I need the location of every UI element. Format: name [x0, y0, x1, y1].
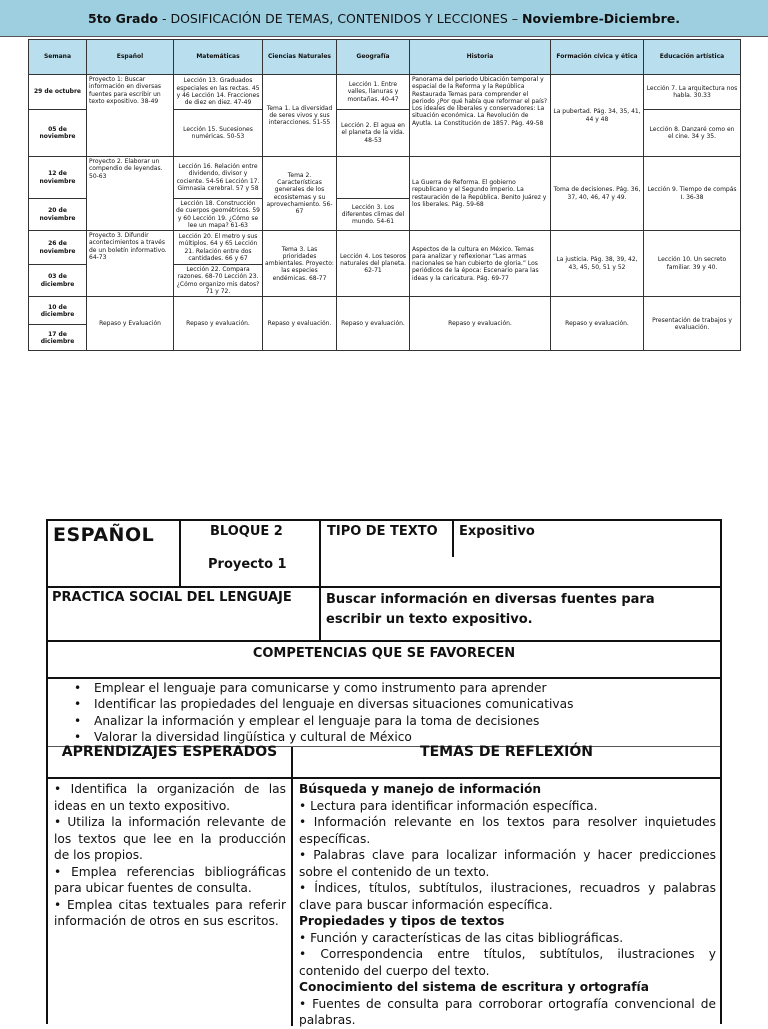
- week-cell: 20 de noviembre: [29, 199, 87, 231]
- matematicas-cell: Lección 13. Graduados especiales en las rectas. 45 y 46 Lección 14. Fracciones de diez en diez. 47-49: [174, 75, 263, 110]
- temas-heading: Conocimiento del sistema de escritura y ortografía: [299, 980, 649, 994]
- list-item: • Emplea referencias bibliográficas para ubicar fuentes de consulta.: [54, 864, 286, 895]
- aprendizajes-list: [54, 781, 286, 930]
- week-cell: 10 de diciembre: [29, 297, 87, 325]
- competencias-title: COMPETENCIAS QUE SE FAVORECEN: [252, 646, 516, 661]
- header-ciencias: Ciencias Naturales: [263, 40, 337, 75]
- historia-cell: Aspectos de la cultura en México. Temas para analizar y reflexionar “Las armas nacionales se han cubierto de gloria.” Los periódicos de la época: Escenario para las ideas y la caricatura. Pág. 69-77: [410, 231, 551, 297]
- divider: [48, 677, 720, 679]
- list-item: • Emplear el lenguaje para comunicarse y como instrumento para aprender: [94, 680, 720, 696]
- artistica-cell: Lección 7. La arquitectura nos habla. 30.33: [644, 75, 741, 110]
- espanol-cell: Repaso y Evaluación: [87, 297, 174, 351]
- subject-label: ESPAÑOL: [53, 524, 155, 546]
- list-item: • Emplea citas textuales para referir información de otros en sus escritos.: [54, 897, 286, 928]
- schedule-header-row: [29, 40, 741, 75]
- ciencias-cell: Tema 1. La diversidad de seres vivos y sus interacciones. 51-55: [263, 75, 337, 157]
- divider: [48, 640, 720, 642]
- header-civica: Formación cívica y ética: [551, 40, 644, 75]
- geografia-cell: Lección 1. Entre valles, llanuras y montañas. 40-47: [337, 75, 410, 110]
- header-artistica: Educación artística: [644, 40, 741, 75]
- temas-title: TEMAS DE REFLEXIÓN: [420, 744, 593, 760]
- list-item: • Fuentes de consulta para corroborar ortografía convencional de palabras.: [299, 996, 716, 1027]
- divider: [319, 521, 321, 588]
- civica-cell: La pubertad. Pág. 34, 35, 41, 44 y 48: [551, 75, 644, 157]
- matematicas-cell: Lección 20. El metro y sus múltiplos. 64 y 65 Lección 21. Relación entre dos cantidades. 66 y 67: [174, 231, 263, 265]
- geografia-cell: Repaso y evaluación.: [337, 297, 410, 351]
- practica-social-label: PRACTICA SOCIAL DEL LENGUAJE: [52, 590, 292, 605]
- header-historia: Historia: [410, 40, 551, 75]
- civica-cell: La justicia. Pág. 38, 39, 42, 43, 45, 50, 51 y 52: [551, 231, 644, 297]
- divider: [452, 521, 454, 557]
- artistica-cell: Lección 8. Danzaré como en el cine. 34 y 35.: [644, 110, 741, 157]
- espanol-cell: Proyecto 1: Buscar información en diversas fuentes para escribir un texto expositivo. 38-49: [87, 75, 174, 157]
- week-cell: 03 de diciembre: [29, 265, 87, 297]
- list-item: • Información relevante en los textos para resolver inquietudes específicas.: [299, 815, 716, 846]
- temas-heading: Búsqueda y manejo de información: [299, 782, 542, 796]
- espanol-cell: Proyecto 3. Difundir acontecimientos a través de un boletín informativo. 64-73: [87, 231, 174, 297]
- competencias-list: [48, 680, 720, 746]
- temas-list: [299, 781, 716, 1029]
- schedule-title-middle: - DOSIFICACIÓN DE TEMAS, CONTENIDOS Y LECCIONES –: [158, 11, 523, 26]
- matematicas-cell: Repaso y evaluación.: [174, 297, 263, 351]
- ciencias-cell: Repaso y evaluación.: [263, 297, 337, 351]
- temas-heading: Propiedades y tipos de textos: [299, 914, 505, 928]
- divider: [48, 586, 720, 588]
- header-geografia: Geografía: [337, 40, 410, 75]
- list-item: • Índices, títulos, subtítulos, ilustraciones, recuadros y palabras clave para buscar información específica.: [299, 881, 716, 912]
- list-item: • Identifica la organización de las ideas en un texto expositivo.: [54, 782, 286, 813]
- historia-cell: Repaso y evaluación.: [410, 297, 551, 351]
- espanol-cell: Proyecto 2. Elaborar un compendio de leyendas. 50-63: [87, 157, 174, 231]
- list-item: • Palabras clave para localizar información y hacer predicciones sobre el contenido de un texto.: [299, 848, 716, 879]
- geografia-cell: Lección 3. Los diferentes climas del mundo. 54-61: [337, 199, 410, 231]
- artistica-cell: Lección 9. Tiempo de compás I. 36-38: [644, 157, 741, 231]
- civica-cell: Repaso y evaluación.: [551, 297, 644, 351]
- civica-cell: Toma de decisiones. Pág. 36, 37, 40, 46, 47 y 49.: [551, 157, 644, 231]
- schedule-table: [28, 39, 741, 351]
- table-row: [29, 157, 741, 199]
- practica-social-value: Buscar información en diversas fuentes para escribir un texto expositivo.: [326, 592, 655, 627]
- list-item: • Valorar la diversidad lingüística y cultural de México: [94, 729, 720, 745]
- ciencias-cell: Tema 2. Características generales de los ecosistemas y su aprovechamiento. 56-67: [263, 157, 337, 231]
- tipo-texto-value: Expositivo: [459, 524, 535, 539]
- matematicas-cell: Lección 16. Relación entre dividendo, divisor y cociente. 54-56 Lección 17. Gimnasia cerebral. 57 y 58: [174, 157, 263, 199]
- divider: [291, 747, 293, 1026]
- bloque-label: BLOQUE 2: [210, 524, 283, 539]
- geografia-cell: Lección 2. El agua en el planeta de la vida. 48-53: [337, 110, 410, 157]
- list-item: • Analizar la información y emplear el lenguaje para la toma de decisiones: [94, 713, 720, 729]
- proyecto-label: Proyecto 1: [208, 557, 287, 572]
- table-row: [29, 231, 741, 265]
- divider: [48, 777, 720, 779]
- planning-sheet: [46, 519, 722, 1027]
- header-matematicas: Matemáticas: [174, 40, 263, 75]
- week-cell: 12 de noviembre: [29, 157, 87, 199]
- header-espanol: Español: [87, 40, 174, 75]
- list-item: • Función y características de las citas bibliográficas.: [299, 930, 624, 945]
- divider: [179, 521, 181, 588]
- header-semana: Semana: [29, 40, 87, 75]
- artistica-cell: Lección 10. Un secreto familiar. 39 y 40.: [644, 231, 741, 297]
- table-row: [29, 297, 741, 325]
- list-item: • Utiliza la información relevante de los textos que lee en la producción de los propios.: [54, 815, 286, 862]
- schedule-title-grade: 5to Grado: [88, 11, 159, 26]
- week-cell: 17 de diciembre: [29, 325, 87, 351]
- ciencias-cell: Tema 3. Las prioridades ambientales. Proyecto: las especies endémicas. 68-77: [263, 231, 337, 297]
- table-row: [29, 75, 741, 110]
- matematicas-cell: Lección 22. Compara razones. 68-70 Lección 23. ¿Cómo organizo mis datos? 71 y 72.: [174, 265, 263, 297]
- divider: [319, 588, 321, 642]
- week-cell: 26 de noviembre: [29, 231, 87, 265]
- list-item: • Lectura para identificar información específica.: [299, 798, 598, 813]
- schedule-title: [0, 0, 768, 37]
- historia-cell: La Guerra de Reforma. El gobierno republicano y el Segundo Imperio. La restauración de la República. Benito Juárez y los liberales. Pág. 59-68: [410, 157, 551, 231]
- matematicas-cell: Lección 15. Sucesiones numéricas. 50-53: [174, 110, 263, 157]
- matematicas-cell: Lección 18. Construcción de cuerpos geométricos. 59 y 60 Lección 19. ¿Cómo se lee un mapa? 61-63: [174, 199, 263, 231]
- geografia-cell: [337, 157, 410, 199]
- list-item: • Identificar las propiedades del lenguaje en diversas situaciones comunicativas: [94, 696, 720, 712]
- aprendizajes-title: APRENDIZAJES ESPERADOS: [61, 744, 278, 760]
- schedule-title-period: Noviembre-Diciembre.: [522, 11, 680, 26]
- week-cell: 05 de noviembre: [29, 110, 87, 157]
- artistica-cell: Presentación de trabajos y evaluación.: [644, 297, 741, 351]
- week-cell: 29 de octubre: [29, 75, 87, 110]
- geografia-cell: Lección 4. Los tesoros naturales del planeta. 62-71: [337, 231, 410, 297]
- historia-cell: Panorama del periodo Ubicación temporal y espacial de la Reforma y la República Restaurada Temas para comprender el periodo ¿Por qué había que reformar el país? Los ideales de liberales y conservadores: La situación económica. La Revolución de Ayutla. La Constitución de 1857. Pág. 49-58: [410, 75, 551, 157]
- list-item: • Correspondencia entre títulos, subtítulos, ilustraciones y contenido del cuerpo del texto.: [299, 947, 716, 978]
- tipo-texto-label: TIPO DE TEXTO: [327, 524, 438, 539]
